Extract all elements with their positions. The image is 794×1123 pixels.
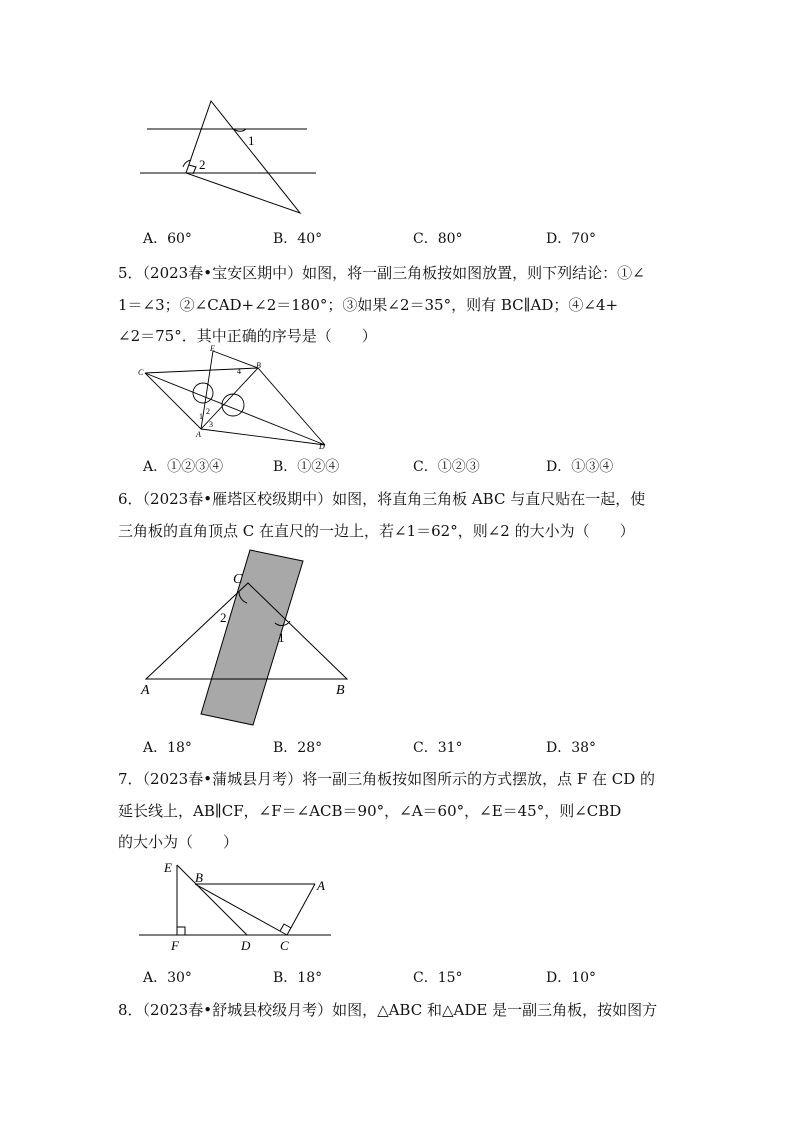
q6-label-C: C	[233, 572, 243, 587]
q6-label-B: B	[336, 683, 345, 698]
q7-figure	[135, 855, 335, 955]
q7-option-d[interactable]: D．10°	[546, 970, 597, 986]
q5-label-4: 4	[237, 367, 241, 376]
q6-options	[143, 737, 683, 759]
q4-option-d[interactable]: D．70°	[546, 231, 597, 247]
q4-label-2: 2	[199, 157, 206, 172]
q7-line-ac	[287, 884, 315, 935]
q7-line-bc	[195, 884, 287, 935]
q7-label-F: F	[171, 938, 179, 953]
q4-option-c[interactable]: C．80°	[413, 231, 463, 247]
q4-option-a[interactable]: A．60°	[143, 231, 192, 247]
q7-label-A: A	[317, 878, 325, 893]
q7-option-a[interactable]: A．30°	[143, 970, 192, 986]
q6-option-c[interactable]: C．31°	[413, 740, 463, 756]
q5-label-1: 1	[199, 412, 203, 421]
q5-label-E: E	[210, 344, 215, 353]
q5-option-b[interactable]: B．①②④	[273, 459, 340, 475]
q5-line-1: 5．（2023春•宝安区期中）如图，将一副三角板按如图放置，则下列结论：①∠	[118, 264, 645, 282]
q7-option-c[interactable]: C．15°	[413, 970, 463, 986]
q6-stem	[118, 484, 688, 547]
q7-options	[143, 967, 683, 989]
q7-label-C: C	[280, 938, 289, 953]
q6-label-2: 2	[220, 610, 227, 625]
q5-label-2: 2	[206, 407, 210, 416]
q7-line-ed	[177, 865, 247, 935]
q7-right-angle-f	[177, 927, 185, 935]
q5-figure	[135, 343, 335, 451]
q6-option-b[interactable]: B．28°	[273, 740, 323, 756]
q4-figure	[130, 95, 330, 220]
q7-label-B: B	[195, 870, 203, 885]
q6-figure	[135, 545, 355, 730]
q5-option-c[interactable]: C．①②③	[413, 459, 480, 475]
q4-options	[143, 228, 683, 250]
q6-label-1: 1	[278, 630, 285, 645]
q5-line-ad	[201, 429, 325, 445]
q5-option-a[interactable]: A．①②③④	[143, 459, 224, 475]
q7-option-b[interactable]: B．18°	[273, 970, 323, 986]
q7-label-E: E	[164, 860, 172, 875]
q5-label-3: 3	[209, 420, 213, 429]
q6-option-d[interactable]: D．38°	[546, 740, 597, 756]
q5-option-d[interactable]: D．①③④	[546, 459, 614, 475]
q5-line-2: 1＝∠3；②∠CAD+∠2＝180°；③如果∠2＝35°，则有 BC∥AD；④∠4+	[118, 295, 619, 314]
q4-option-b[interactable]: B．40°	[273, 231, 323, 247]
q6-label-A: A	[141, 683, 150, 698]
q6-line-1: 6．（2023春•雁塔区校级期中）如图，将直角三角板 ABC 与直尺贴在一起，使	[118, 490, 646, 508]
q8-line-1: 8．（2023春•舒城县校级月考）如图，△ABC 和△ADE 是一副三角板，按如图方	[118, 1001, 658, 1019]
q7-label-D: D	[241, 938, 251, 953]
q5-options	[143, 456, 683, 478]
q6-ruler	[201, 550, 303, 725]
q4-label-1: 1	[248, 133, 255, 148]
q7-line-2: 延长线上，AB∥CF，∠F＝∠ACB＝90°，∠A＝60°，∠E＝45°，则∠CBD	[118, 801, 622, 820]
q7-line-3: 的大小为（ ）	[118, 833, 239, 851]
q5-label-D: D	[319, 442, 325, 451]
q5-label-A: A	[196, 430, 201, 439]
q6-option-a[interactable]: A．18°	[143, 740, 192, 756]
q5-label-C: C	[138, 368, 144, 377]
q6-line-2: 三角板的直角顶点 C 在直尺的一边上，若∠1＝62°，则∠2 的大小为（ ）	[118, 521, 635, 540]
q5-line-ca	[145, 373, 201, 429]
q5-line-3: ∠2＝75°．其中正确的序号是（ ）	[118, 327, 377, 345]
q7-line-1: 7．（2023春•蒲城县月考）将一副三角板按如图所示的方式摆放，点 F 在 CD 的	[118, 770, 656, 788]
q5-label-B: B	[256, 361, 261, 370]
q7-stem	[118, 764, 688, 859]
q5-stem	[118, 258, 688, 353]
q5-line-eb	[213, 351, 258, 368]
q8-stem	[118, 995, 688, 1027]
